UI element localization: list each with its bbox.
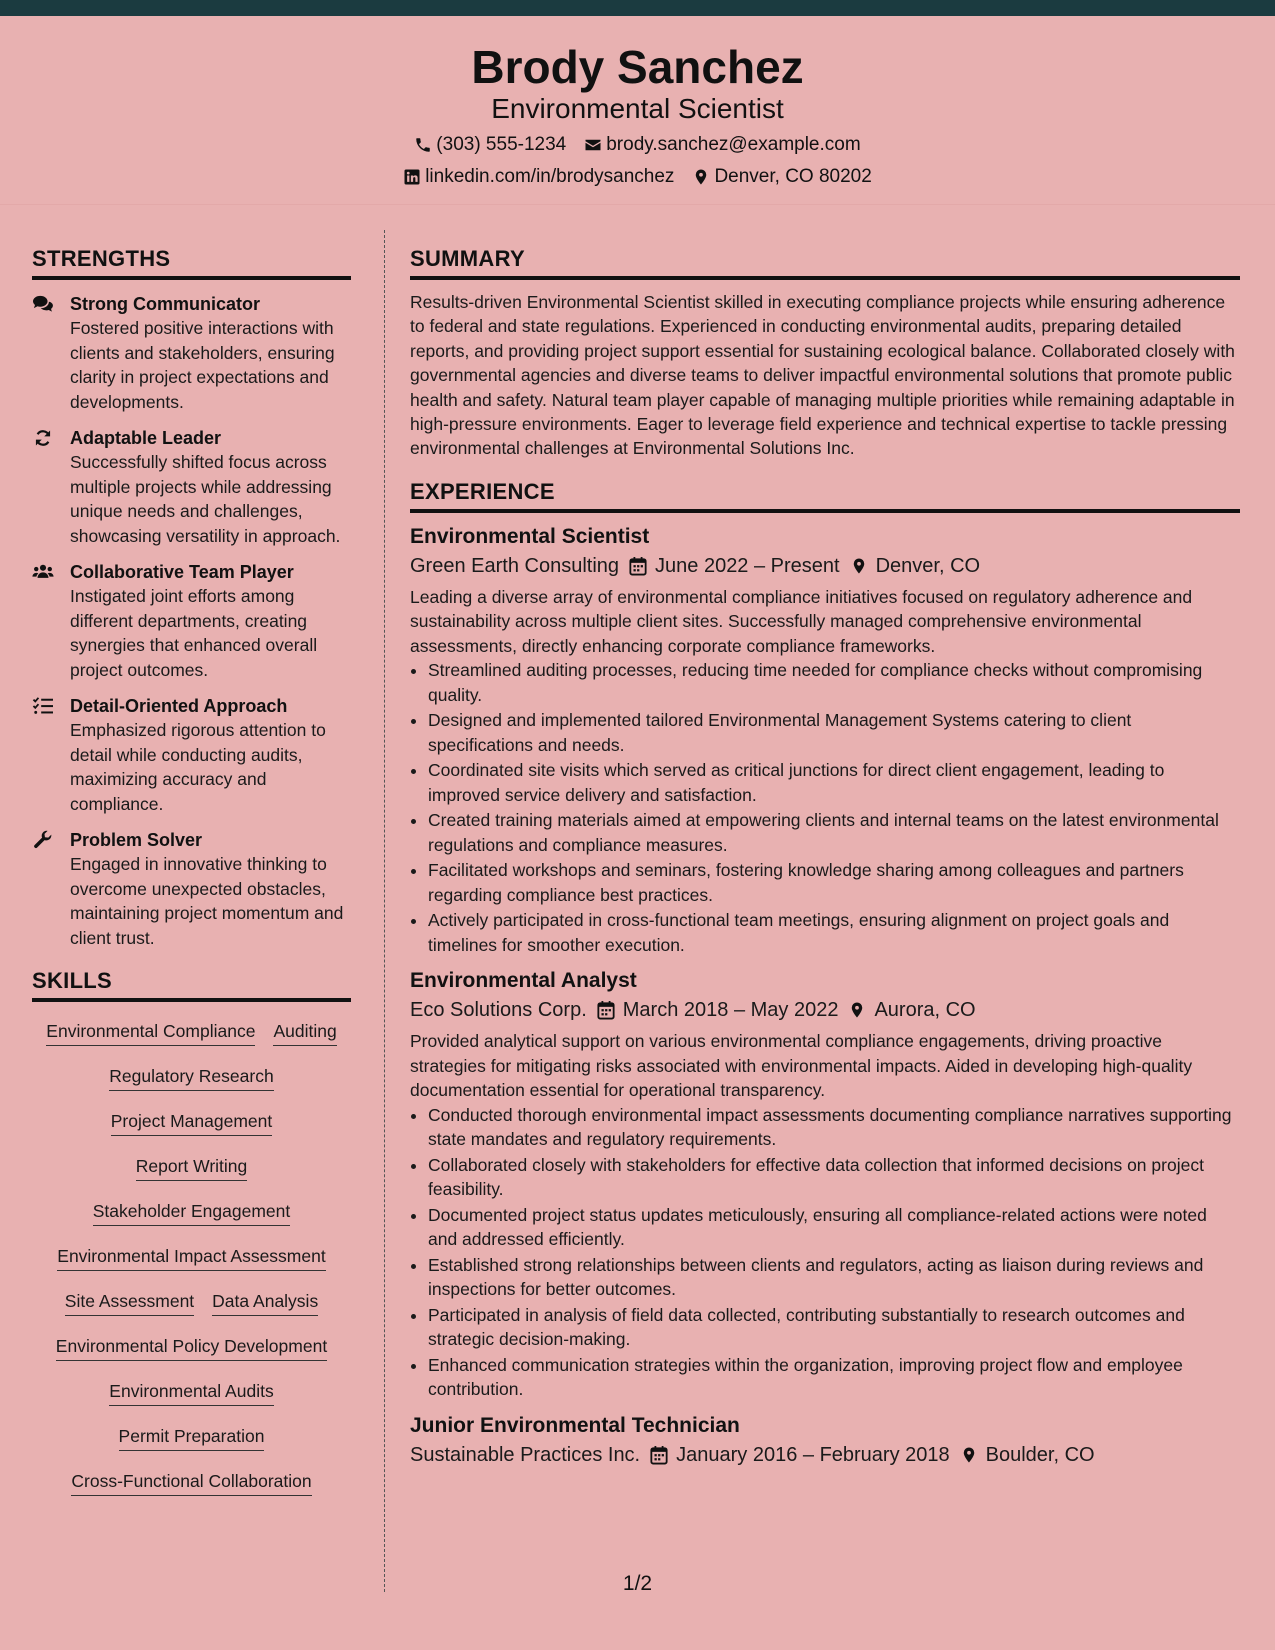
job-dates-group [597, 995, 839, 1025]
job-company: Eco Solutions Corp. [410, 999, 587, 1022]
map-pin-icon [850, 556, 868, 576]
job-company: Sustainable Practices Inc. [410, 1443, 641, 1466]
skill-row [32, 1425, 351, 1470]
calendar-icon [650, 1445, 668, 1465]
job-title: Environmental Scientist [410, 524, 650, 548]
skill-tag: Stakeholder Engagement [93, 1200, 291, 1226]
job-entry [410, 1412, 1240, 1470]
bullet-item: • Participated in analysis of field data collected, contributing substantially to research outcomes and strategic decision-making. [428, 1303, 1240, 1352]
skill-row [32, 1245, 351, 1290]
bullet-item: • Collaborated closely with stakeholders for effective data collection that informed decisions on project feasibility. [428, 1153, 1240, 1202]
skill-tag: Auditing [273, 1020, 336, 1046]
job-title: Environmental Analyst [410, 969, 637, 993]
job-dates: June 2022 – Present [655, 554, 840, 577]
job-location-group [850, 551, 980, 581]
job-dates-group [650, 1440, 950, 1470]
skills-list [32, 1020, 351, 1515]
comments-icon [32, 294, 54, 314]
bullet-item: • Documented project status updates meticulously, ensuring all compliance-related actions were noted and addressed efficiently. [428, 1203, 1240, 1252]
contact-line-1 [0, 134, 1275, 156]
phone-contact [414, 134, 566, 156]
strength-desc: Engaged in innovative thinking to overcome unexpected obstacles, maintaining project momentum and client trust. [70, 854, 344, 948]
top-accent-bar [0, 0, 1275, 16]
job-bullets [410, 1103, 1240, 1402]
skill-row [32, 1470, 351, 1515]
job-location: Boulder, CO [985, 1443, 1095, 1466]
bullet-item: • Created training materials aimed at empowering clients and internal teams on the latest environmental regulations and compliance measures. [428, 808, 1240, 857]
bullet-item: • Actively participated in cross-functional team meetings, ensuring alignment on project goals and timelines for smoother execution. [428, 908, 1240, 957]
map-pin-icon [848, 1000, 866, 1020]
job-company: Green Earth Consulting [410, 554, 620, 577]
contact-line-2 [0, 166, 1275, 188]
strength-item [32, 426, 351, 548]
experience-heading: EXPERIENCE [410, 479, 1240, 513]
skill-tag: Site Assessment [65, 1290, 194, 1316]
skill-row [32, 1200, 351, 1245]
skill-tag: Regulatory Research [109, 1065, 273, 1091]
resume-header [0, 16, 1275, 204]
job-entry [410, 523, 1240, 958]
users-icon [32, 562, 54, 582]
skill-tag: Environmental Policy Development [56, 1335, 327, 1361]
strength-title: Strong Communicator [70, 294, 261, 314]
skills-heading: SKILLS [32, 968, 351, 1002]
job-location-group [960, 1440, 1095, 1470]
strength-desc: Fostered positive interactions with clients and stakeholders, ensuring clarity in project expectations and developments. [70, 318, 335, 412]
skill-row [32, 1020, 351, 1065]
strength-item [32, 560, 351, 682]
skill-row [32, 1110, 351, 1155]
strength-title: Adaptable Leader [70, 428, 222, 448]
job-description: Provided analytical support on various environmental compliance engagements, driving proactive strategies for mitigating risks associated with environmental impacts. Aided in developing high-quality documentation essential for operational transparency. [410, 1031, 1193, 1101]
linkedin-contact[interactable] [403, 166, 674, 188]
strength-desc: Emphasized rigorous attention to detail while conducting audits, maximizing accuracy and compliance. [70, 720, 326, 814]
job-location: Aurora, CO [874, 999, 976, 1022]
column-divider [384, 230, 385, 1592]
skill-row [32, 1335, 351, 1380]
strength-title: Detail-Oriented Approach [70, 696, 288, 716]
skill-row [32, 1065, 351, 1110]
skill-row [32, 1290, 351, 1335]
skill-tag: Environmental Compliance [46, 1020, 255, 1046]
header-separator [0, 204, 1275, 205]
job-dates: January 2016 – February 2018 [676, 1443, 950, 1466]
email-text: brody.sanchez@example.com [606, 134, 861, 155]
skill-tag: Permit Preparation [119, 1425, 265, 1451]
list-check-icon [32, 696, 54, 716]
skill-tag: Project Management [111, 1110, 272, 1136]
strength-item [32, 694, 351, 816]
strength-item [32, 292, 351, 414]
calendar-icon [597, 1000, 615, 1020]
strengths-list [32, 292, 351, 950]
skill-tag: Report Writing [136, 1155, 248, 1181]
strength-title: Problem Solver [70, 830, 203, 850]
email-contact[interactable] [584, 134, 860, 156]
candidate-name: Brody Sanchez [471, 41, 804, 93]
job-bullets [410, 658, 1240, 957]
map-pin-icon [960, 1445, 978, 1465]
skill-row [32, 1155, 351, 1200]
phone-text: (303) 555-1234 [436, 134, 567, 155]
linkedin-icon [403, 168, 421, 186]
strength-desc: Successfully shifted focus across multiple projects while addressing unique needs and challenges, showcasing versatility in approach. [70, 452, 341, 546]
summary-heading: SUMMARY [410, 246, 1240, 280]
job-meta [410, 995, 1240, 1025]
wrench-icon [32, 830, 54, 850]
left-column [32, 246, 351, 1515]
linkedin-text: linkedin.com/in/brodysanchez [425, 166, 675, 187]
job-dates-group [629, 551, 840, 581]
bullet-item: • Conducted thorough environmental impact assessments documenting compliance narratives supporting state mandates and regulatory requirements. [428, 1103, 1240, 1152]
calendar-icon [629, 556, 647, 576]
skill-row [32, 1380, 351, 1425]
strength-title: Collaborative Team Player [70, 562, 294, 582]
job-dates: March 2018 – May 2022 [622, 999, 839, 1022]
job-meta [410, 551, 1240, 581]
bullet-item: • Facilitated workshops and seminars, fostering knowledge sharing among colleagues and partners regarding compliance best practices. [428, 858, 1240, 907]
summary-text: Results-driven Environmental Scientist skilled in executing compliance projects while ensuring adherence to federal and state regulations. Experienced in conducting environmental audits, preparing detailed reports, and providing project support essential for sustaining ecological balance. Collaborated closely with governmental agencies and diverse teams to deliver impactful environmental solutions that promote public health and safety. Natural team player capable of managing multiple priorities while remaining adaptable in high-pressure environments. Eager to leverage field experience and technical expertise to tackle pressing environmental challenges at Environmental Solutions Inc. [410, 292, 1235, 459]
map-pin-icon [692, 168, 710, 186]
job-description: Leading a diverse array of environmental compliance initiatives focused on regulatory adherence and sustainability across multiple client sites. Successfully managed comprehensive environmental assessments, directly enhancing corporate compliance frameworks. [410, 586, 1193, 656]
strength-desc: Instigated joint efforts among different departments, creating synergies that enhanced overall project outcomes. [70, 586, 318, 680]
right-column [410, 246, 1240, 1474]
job-entry [410, 967, 1240, 1402]
strength-item [32, 828, 351, 950]
bullet-item: • Designed and implemented tailored Environmental Management Systems catering to client specifications and needs. [428, 708, 1240, 757]
job-meta [410, 1440, 1240, 1470]
skill-tag: Environmental Impact Assessment [57, 1245, 325, 1271]
sync-icon [32, 428, 54, 448]
bullet-item: • Streamlined auditing processes, reducing time needed for compliance checks without compromising quality. [428, 658, 1240, 707]
skill-tag: Cross-Functional Collaboration [71, 1470, 311, 1496]
bullet-item: • Enhanced communication strategies within the organization, improving project flow and employee contribution. [428, 1353, 1240, 1402]
envelope-icon [584, 136, 602, 154]
job-location: Denver, CO [875, 554, 981, 577]
job-location-group [848, 995, 975, 1025]
skill-tag: Data Analysis [212, 1290, 318, 1316]
page-number: 1/2 [622, 1572, 653, 1595]
location-text: Denver, CO 80202 [714, 166, 872, 187]
job-title: Junior Environmental Technician [410, 1413, 740, 1437]
phone-icon [414, 136, 432, 154]
bullet-item: • Coordinated site visits which served as critical junctions for direct client engagement, leading to improved service delivery and satisfaction. [428, 758, 1240, 807]
candidate-title: Environmental Scientist [491, 93, 784, 124]
strengths-heading: STRENGTHS [32, 246, 351, 280]
skill-tag: Environmental Audits [109, 1380, 273, 1406]
location-contact [692, 166, 871, 188]
bullet-item: • Established strong relationships between clients and regulators, acting as liaison during reviews and inspections for better outcomes. [428, 1253, 1240, 1302]
